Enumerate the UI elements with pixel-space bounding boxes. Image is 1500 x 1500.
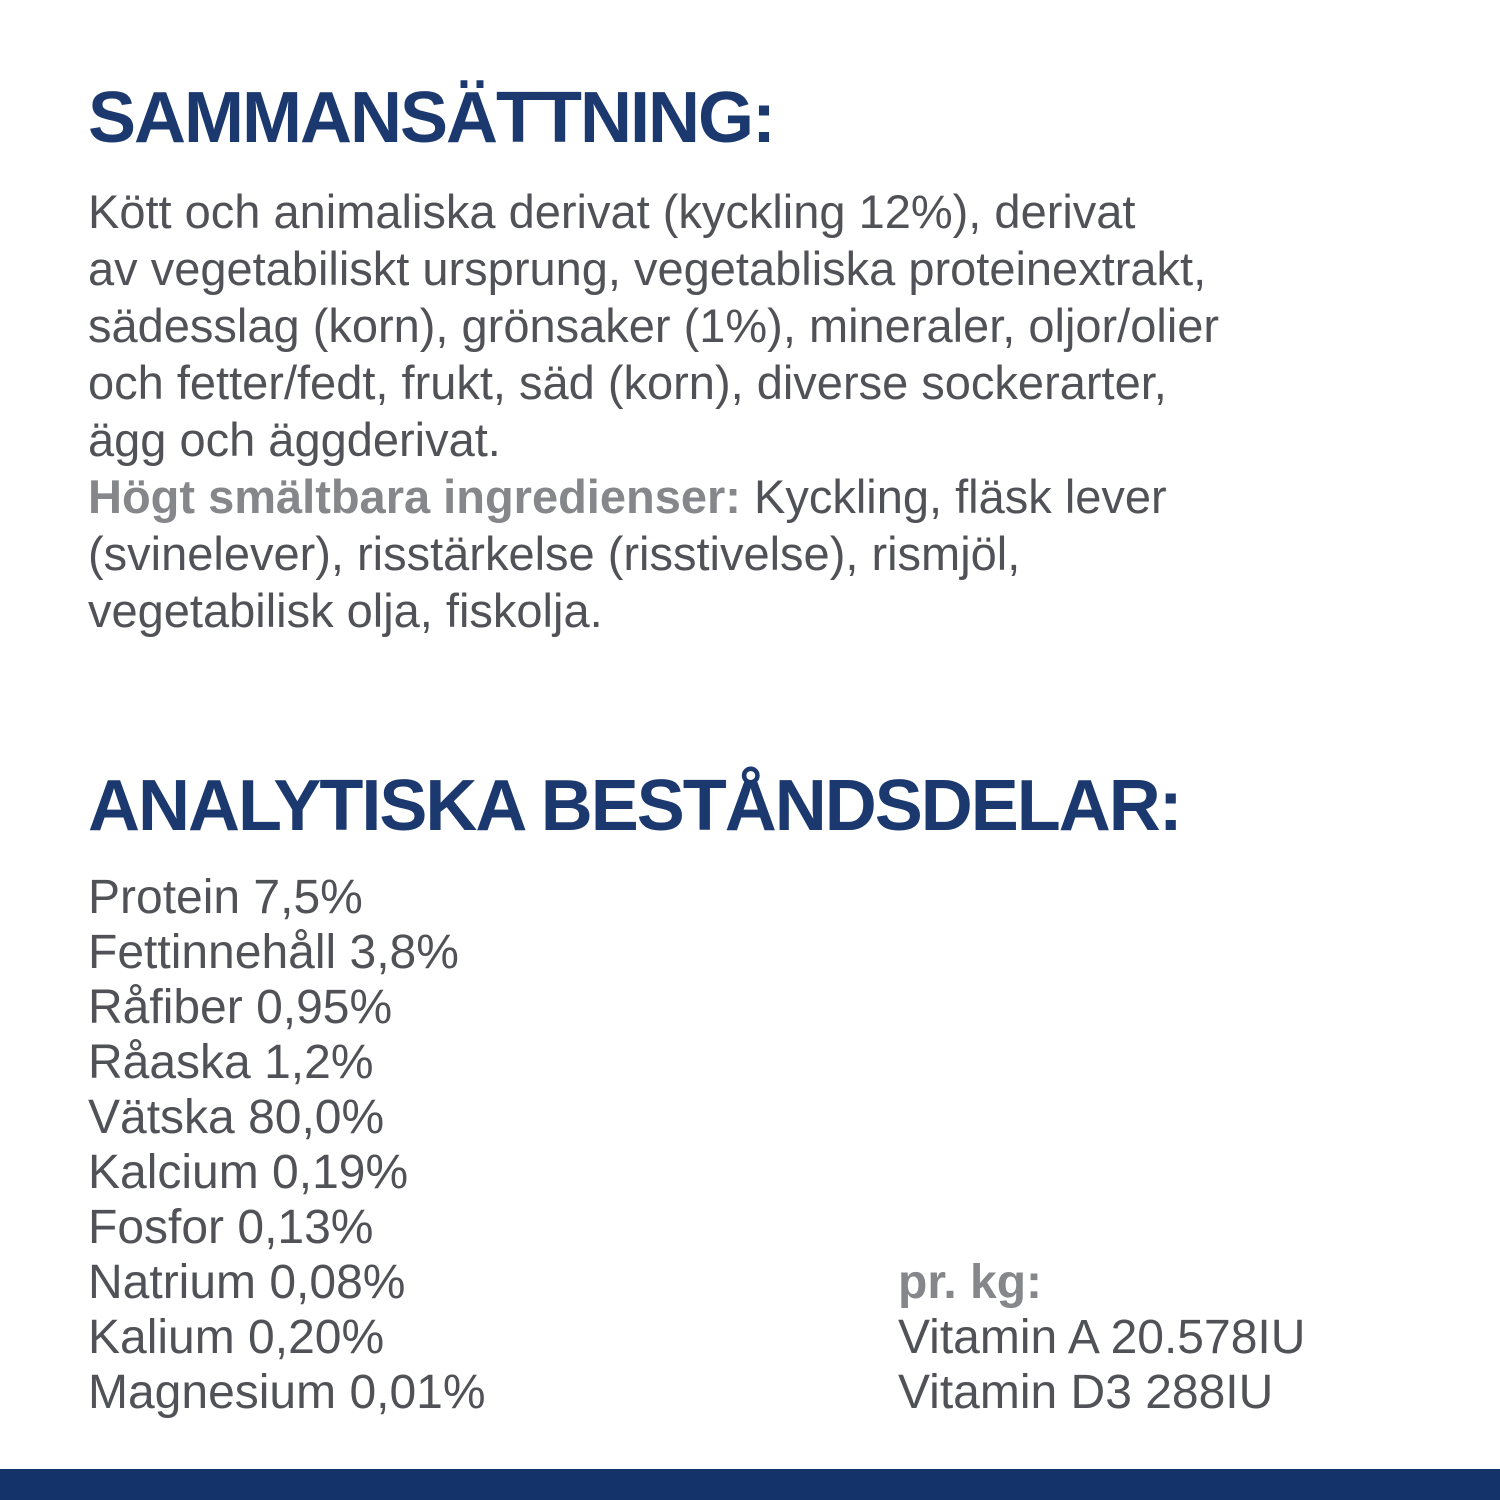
per-kg-column	[898, 1255, 1305, 1420]
nutrient-item: Fosfor 0,13%	[88, 1201, 374, 1254]
digestible-ingredients-line: vegetabilisk olja, fiskolja.	[88, 584, 603, 637]
nutrient-item: Vätska 80,0%	[88, 1091, 385, 1144]
nutrient-item: Fettinnehåll 3,8%	[88, 926, 459, 979]
nutrient-item: Natrium 0,08%	[88, 1256, 406, 1309]
ingredients-line: Kött och animaliska derivat (kyckling 12%), derivat	[88, 185, 1136, 238]
nutrient-item: Kalcium 0,19%	[88, 1146, 409, 1199]
vitamin-item: Vitamin A 20.578IU	[898, 1311, 1306, 1364]
nutrient-item: Råfiber 0,95%	[88, 981, 393, 1034]
ingredients-line: och fetter/fedt, frukt, säd (korn), diverse sockerarter,	[88, 356, 1167, 409]
nutrient-item: Kalium 0,20%	[88, 1311, 385, 1364]
ingredients-line: ägg och äggderivat.	[88, 413, 501, 466]
digestible-ingredients-rest: Kyckling, fläsk lever	[740, 470, 1167, 523]
digestible-ingredients-label: Högt smältbara ingredienser:	[88, 470, 741, 523]
ingredients-line: av vegetabiliskt ursprung, vegetabliska proteinextrakt,	[88, 242, 1207, 295]
nutrient-item: Råaska 1,2%	[88, 1036, 374, 1089]
nutrient-item: Magnesium 0,01%	[88, 1366, 486, 1419]
composition-text	[88, 183, 1219, 639]
composition-heading: SAMMANSÄTTNING:	[88, 78, 774, 158]
digestible-ingredients-line: (svinelever), risstärkelse (risstivelse), rismjöl,	[88, 527, 1021, 580]
vitamin-item: Vitamin D3 288IU	[898, 1366, 1274, 1419]
nutrient-list	[88, 870, 486, 1420]
ingredients-line: sädesslag (korn), grönsaker (1%), mineraler, oljor/olier	[88, 299, 1220, 352]
footer-bar	[0, 1469, 1500, 1500]
per-kg-label: pr. kg:	[898, 1256, 1043, 1309]
analytical-heading: ANALYTISKA BESTÅNDSDELAR:	[88, 766, 1181, 846]
digestible-ingredients-line	[88, 468, 1219, 525]
nutrient-item: Protein 7,5%	[88, 871, 363, 924]
